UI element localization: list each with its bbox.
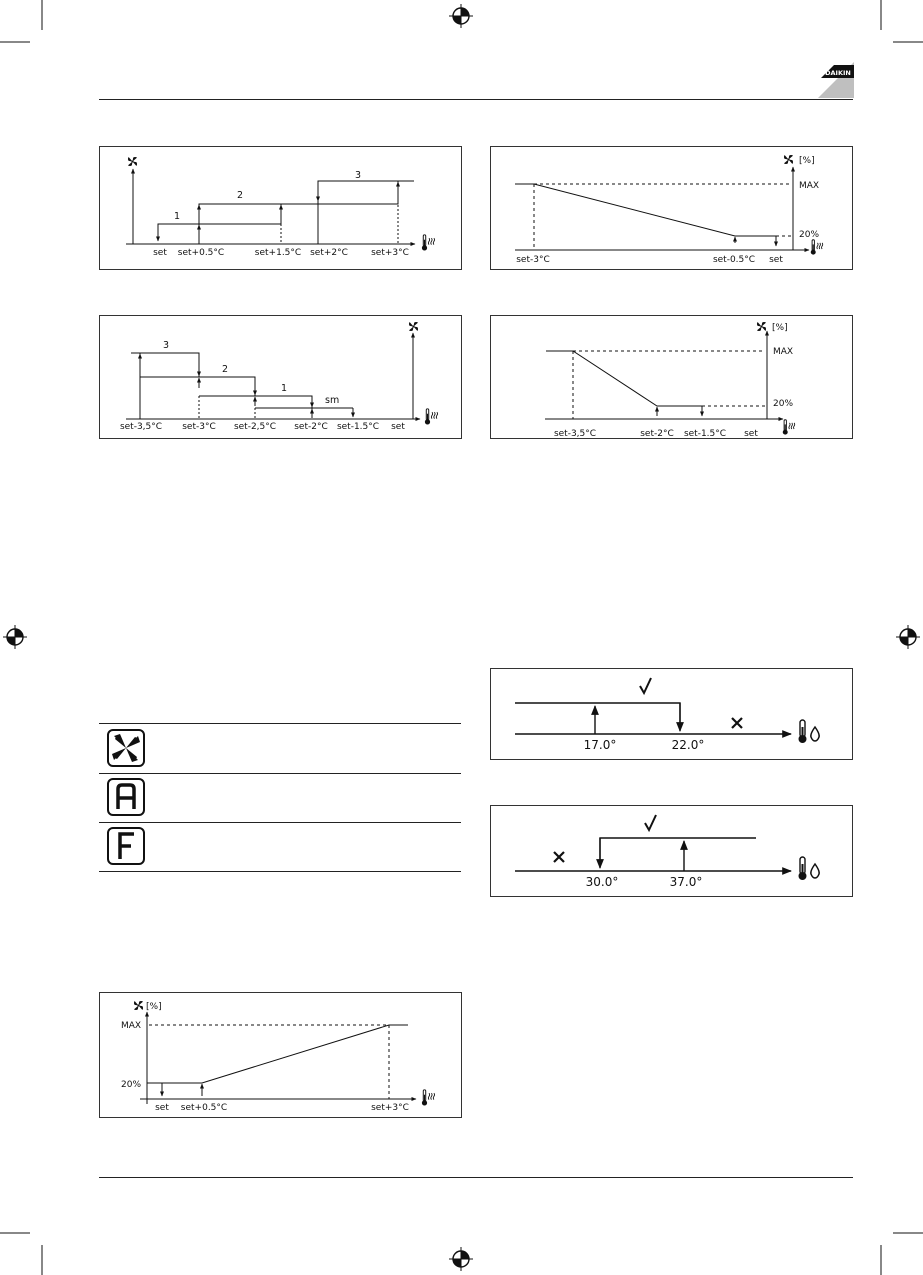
svg-text:DAIKIN: DAIKIN — [825, 69, 851, 77]
fan-icon — [134, 1001, 143, 1010]
tick-label: set+3°C — [371, 1103, 409, 1113]
table-row — [99, 773, 461, 823]
unit-label: [%] — [799, 156, 815, 166]
check-icon — [645, 815, 656, 830]
registration-mark-icon — [3, 625, 27, 649]
thermometer-humidity-icon — [799, 720, 820, 743]
thermometer-heat-icon — [811, 240, 823, 255]
thermometer-heat-icon — [422, 1090, 435, 1106]
tick-label: set-1.5°C — [683, 429, 727, 439]
registration-mark-icon — [449, 1247, 473, 1271]
tick-label: set-3°C — [182, 422, 216, 432]
thermometer-heat-icon — [783, 420, 795, 435]
tick-label: set — [155, 1103, 169, 1113]
tick-label: set — [769, 255, 783, 265]
unit-label: [%] — [146, 1002, 162, 1012]
auto-mode-icon — [107, 778, 145, 816]
tick-label: 22.0° — [671, 738, 705, 752]
step-label: 3 — [163, 340, 170, 351]
tick-label: set — [744, 429, 758, 439]
tick-label: set-2°C — [640, 429, 674, 439]
tick-label: 17.0° — [583, 738, 617, 752]
chart-fan-steps-cooling — [99, 315, 462, 439]
tick-label: set-3,5°C — [119, 422, 163, 432]
tick-label: set+0.5°C — [180, 1103, 228, 1113]
chart-fan-modulating-heating-inverse — [490, 146, 853, 270]
y-tick-label: 20% — [799, 230, 820, 240]
registration-mark-icon — [449, 4, 473, 28]
y-tick-label: MAX — [773, 347, 794, 357]
y-tick-label: MAX — [799, 181, 820, 191]
fan-mode-icon — [107, 729, 145, 767]
tick-label: set-3°C — [516, 255, 550, 265]
tick-label: set-1.5°C — [336, 422, 380, 432]
y-tick-label: 20% — [121, 1080, 142, 1090]
step-label: 1 — [281, 383, 288, 394]
fan-icon — [409, 322, 418, 331]
unit-label: [%] — [772, 323, 788, 333]
chart-fan-modulating-heating — [99, 992, 462, 1118]
chart-humidity-upper — [490, 668, 853, 760]
fan-icon — [128, 157, 137, 166]
tick-label: set-2°C — [294, 422, 328, 432]
header-rule — [99, 99, 853, 100]
table-row — [99, 822, 461, 872]
chart-humidity-lower — [490, 805, 853, 897]
y-tick-label: MAX — [121, 1021, 142, 1031]
tick-label: set-0.5°C — [712, 255, 756, 265]
tick-label: set-2,5°C — [233, 422, 277, 432]
thermometer-heat-icon — [425, 409, 438, 425]
step-label: sm — [325, 395, 340, 406]
step-label: 2 — [237, 190, 244, 201]
brand-logo — [818, 62, 854, 98]
tick-label: 30.0° — [585, 875, 619, 889]
cross-icon — [732, 718, 742, 728]
thermometer-humidity-icon — [799, 857, 820, 880]
check-icon — [640, 678, 651, 693]
fixed-mode-icon — [107, 827, 145, 865]
cross-icon — [554, 852, 564, 862]
chart-fan-steps-heating — [99, 146, 462, 270]
tick-label: 37.0° — [669, 875, 703, 889]
tick-label: set — [153, 248, 167, 258]
tick-label: set+0.5°C — [177, 248, 225, 258]
tick-label: set+3°C — [371, 248, 409, 258]
thermometer-heat-icon — [422, 235, 435, 251]
tick-label: set+2°C — [310, 248, 348, 258]
tick-label: set-3,5°C — [553, 429, 597, 439]
tick-label: set+1.5°C — [254, 248, 302, 258]
registration-mark-icon — [896, 625, 920, 649]
step-label: 1 — [174, 211, 181, 222]
fan-icon — [757, 322, 766, 331]
footer-rule — [99, 1177, 853, 1178]
table-row — [99, 724, 461, 774]
y-tick-label: 20% — [773, 399, 794, 409]
chart-fan-modulating-cooling — [490, 315, 853, 439]
step-label: 3 — [355, 170, 362, 181]
tick-label: set — [391, 422, 405, 432]
fan-icon — [784, 155, 793, 164]
step-label: 2 — [222, 364, 229, 375]
